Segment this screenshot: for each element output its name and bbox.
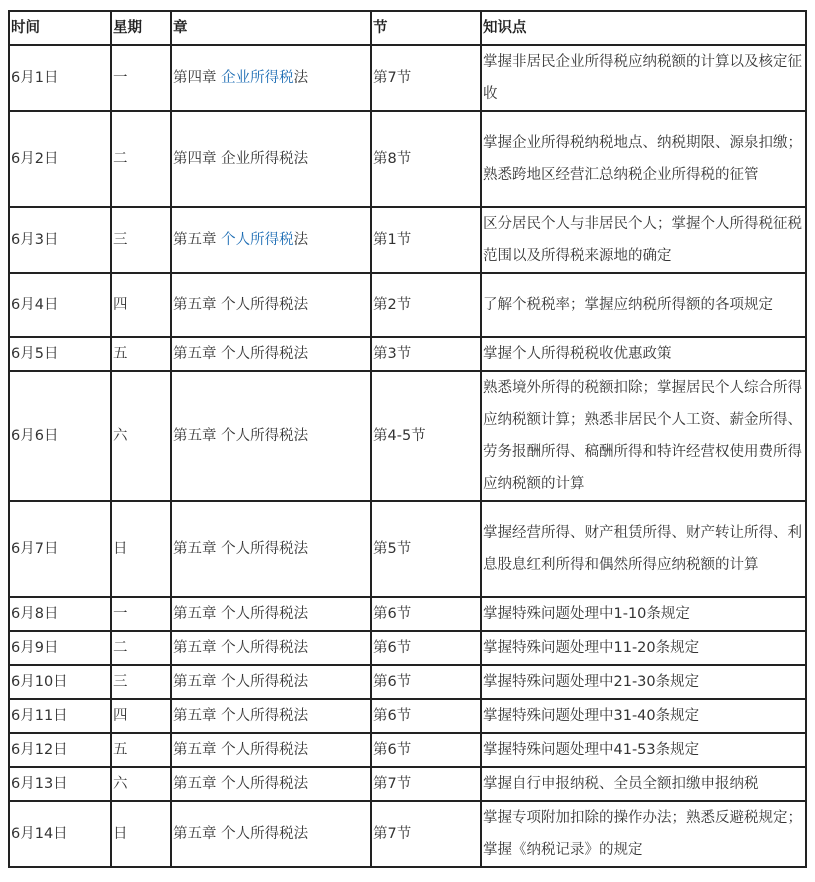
chapter-text: 第五章 个人所得税法 [173, 776, 309, 792]
weekday-cell: 五 [111, 733, 171, 767]
section-cell: 第4-5节 [371, 371, 481, 501]
topic-cell: 掌握特殊问题处理中31-40条规定 [481, 699, 806, 733]
weekday-cell: 一 [111, 597, 171, 631]
date-cell: 6月14日 [9, 801, 111, 867]
date-cell: 6月13日 [9, 767, 111, 801]
chapter-text: 第五章 个人所得税法 [173, 606, 309, 622]
date-cell: 6月10日 [9, 665, 111, 699]
chapter-cell [171, 371, 371, 501]
section-cell: 第3节 [371, 337, 481, 371]
topic-cell: 掌握个人所得税税收优惠政策 [481, 337, 806, 371]
table-row [9, 597, 806, 631]
chapter-cell [171, 733, 371, 767]
topic-cell: 掌握特殊问题处理中21-30条规定 [481, 665, 806, 699]
chapter-text: 第五章 个人所得税法 [173, 742, 309, 758]
chapter-cell [171, 207, 371, 273]
date-cell: 6月2日 [9, 111, 111, 207]
topic-cell: 熟悉境外所得的税额扣除；掌握居民个人综合所得应纳税额计算；熟悉非居民个人工资、薪金所得、劳务报酬所得、稿酬所得和特许经营权使用费所得应纳税额的计算 [481, 371, 806, 501]
chapter-text: 第四章 企业所得税法 [173, 151, 309, 167]
chapter-cell [171, 801, 371, 867]
header-topic: 知识点 [481, 11, 806, 45]
date-cell: 6月12日 [9, 733, 111, 767]
header-row [9, 11, 806, 45]
chapter-text: 第五章 [173, 232, 222, 248]
section-cell: 第7节 [371, 767, 481, 801]
section-cell: 第8节 [371, 111, 481, 207]
chapter-cell [171, 501, 371, 597]
chapter-text: 第五章 个人所得税法 [173, 428, 309, 444]
chapter-text: 第五章 个人所得税法 [173, 640, 309, 656]
chapter-cell [171, 273, 371, 337]
section-cell: 第7节 [371, 801, 481, 867]
section-cell: 第6节 [371, 665, 481, 699]
topic-cell: 掌握经营所得、财产租赁所得、财产转让所得、利息股息红利所得和偶然所得应纳税额的计算 [481, 501, 806, 597]
topic-cell: 掌握特殊问题处理中11-20条规定 [481, 631, 806, 665]
header-chapter: 章 [171, 11, 371, 45]
chapter-cell [171, 631, 371, 665]
header-date: 时间 [9, 11, 111, 45]
table-row [9, 207, 806, 273]
date-cell: 6月4日 [9, 273, 111, 337]
table-row [9, 767, 806, 801]
weekday-cell: 六 [111, 371, 171, 501]
date-cell: 6月1日 [9, 45, 111, 111]
section-cell: 第5节 [371, 501, 481, 597]
header-section: 节 [371, 11, 481, 45]
date-cell: 6月11日 [9, 699, 111, 733]
section-cell: 第1节 [371, 207, 481, 273]
chapter-link[interactable]: 个人所得税 [221, 232, 294, 248]
section-cell: 第2节 [371, 273, 481, 337]
section-cell: 第6节 [371, 631, 481, 665]
chapter-cell [171, 699, 371, 733]
chapter-cell [171, 597, 371, 631]
section-cell: 第7节 [371, 45, 481, 111]
table-row [9, 337, 806, 371]
date-cell: 6月7日 [9, 501, 111, 597]
chapter-cell [171, 45, 371, 111]
section-cell: 第6节 [371, 733, 481, 767]
table-row [9, 665, 806, 699]
date-cell: 6月6日 [9, 371, 111, 501]
table-row [9, 631, 806, 665]
chapter-text: 第四章 [173, 70, 222, 86]
chapter-link[interactable]: 企业所得税 [221, 70, 294, 86]
weekday-cell: 四 [111, 273, 171, 337]
weekday-cell: 六 [111, 767, 171, 801]
table-row [9, 699, 806, 733]
table-row [9, 45, 806, 111]
chapter-text: 第五章 个人所得税法 [173, 674, 309, 690]
chapter-text-suffix: 法 [293, 70, 309, 86]
table-row [9, 273, 806, 337]
weekday-cell: 五 [111, 337, 171, 371]
topic-cell: 掌握非居民企业所得税应纳税额的计算以及核定征收 [481, 45, 806, 111]
table-row [9, 371, 806, 501]
topic-cell: 区分居民个人与非居民个人；掌握个人所得税征税范围以及所得税来源地的确定 [481, 207, 806, 273]
chapter-text: 第五章 个人所得税法 [173, 541, 309, 557]
topic-cell: 掌握自行申报纳税、全员全额扣缴申报纳税 [481, 767, 806, 801]
chapter-text: 第五章 个人所得税法 [173, 346, 309, 362]
topic-cell: 掌握企业所得税纳税地点、纳税期限、源泉扣缴；熟悉跨地区经营汇总纳税企业所得税的征管 [481, 111, 806, 207]
weekday-cell: 二 [111, 111, 171, 207]
topic-cell: 掌握特殊问题处理中41-53条规定 [481, 733, 806, 767]
weekday-cell: 日 [111, 801, 171, 867]
header-weekday: 星期 [111, 11, 171, 45]
table-row [9, 501, 806, 597]
table-row [9, 733, 806, 767]
topic-cell: 掌握专项附加扣除的操作办法；熟悉反避税规定；掌握《纳税记录》的规定 [481, 801, 806, 867]
chapter-text: 第五章 个人所得税法 [173, 708, 309, 724]
date-cell: 6月3日 [9, 207, 111, 273]
chapter-text: 第五章 个人所得税法 [173, 826, 309, 842]
topic-cell: 了解个税税率；掌握应纳税所得额的各项规定 [481, 273, 806, 337]
date-cell: 6月9日 [9, 631, 111, 665]
chapter-cell [171, 767, 371, 801]
topic-cell: 掌握特殊问题处理中1-10条规定 [481, 597, 806, 631]
date-cell: 6月8日 [9, 597, 111, 631]
weekday-cell: 二 [111, 631, 171, 665]
weekday-cell: 日 [111, 501, 171, 597]
weekday-cell: 一 [111, 45, 171, 111]
table-row [9, 801, 806, 867]
weekday-cell: 四 [111, 699, 171, 733]
weekday-cell: 三 [111, 665, 171, 699]
chapter-cell [171, 665, 371, 699]
table-row [9, 111, 806, 207]
section-cell: 第6节 [371, 699, 481, 733]
chapter-cell [171, 337, 371, 371]
chapter-text: 第五章 个人所得税法 [173, 297, 309, 313]
chapter-cell [171, 111, 371, 207]
section-cell: 第6节 [371, 597, 481, 631]
chapter-text-suffix: 法 [293, 232, 309, 248]
date-cell: 6月5日 [9, 337, 111, 371]
weekday-cell: 三 [111, 207, 171, 273]
study-schedule-table [8, 10, 807, 868]
